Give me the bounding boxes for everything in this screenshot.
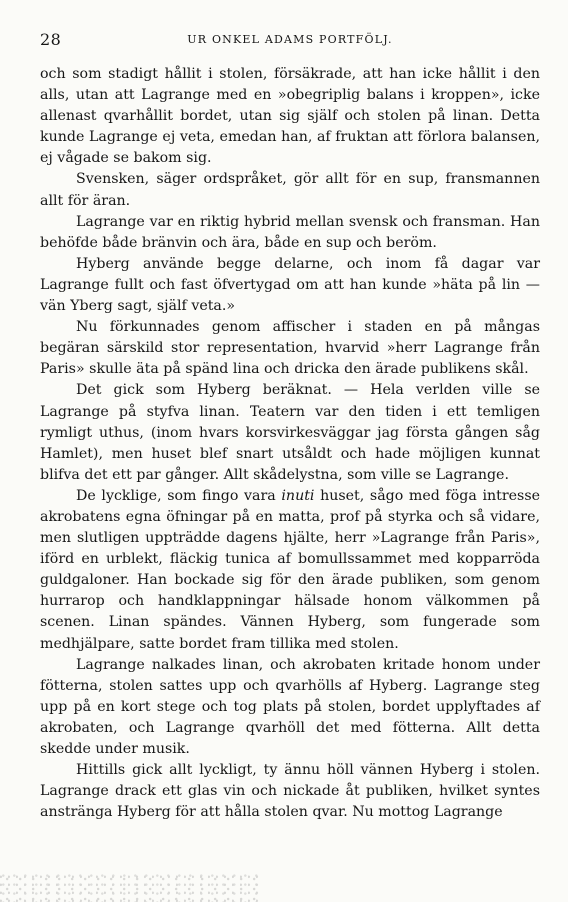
page-number: 28 [40,30,62,49]
paragraph: Hyberg använde begge delarne, och inom få dagar var Lagrange fullt och fast öfvertygad om att han kunde »häta på lin — vän Yberg sagt, själf veta.» [40,255,540,315]
paragraph: Lagrange var en riktig hybrid mellan svensk och fransman. Han behöfde både bränvin och ära, både en sup och beröm. [40,213,540,251]
paragraph: Hittills gick allt lyckligt, ty ännu höll vännen Hyberg i stolen. Lagrange drack ett glas vin och nickade åt publiken, hvilket syntes anstränga Hyberg för att hålla stolen qvar. Nu mottog Lagrange [40,762,540,821]
paragraph: Lagrange nalkades linan, och akrobaten kritade honom under fötterna, stolen sattes upp och qvarhölls af Hyberg. Lagrange steg upp på en kort stege och tog plats på stolen, bordet upplyftades af akrobaten, och Lagrange qvarhöll det med fötterna. Allt detta skedde under musik. [40,656,540,757]
running-title: UR ONKEL ADAMS PORTFÖLJ. [187,33,393,46]
paragraph: Svensken, säger ordspråket, gör allt för en sup, fransmannen allt för äran. [40,171,540,209]
paragraph-text: huset, sågo med föga intresse akrobatens egna öfningar på en matta, prof på styrka och så vidare, men slutligen uppträdde dagens hjälte, herr »Lagrange från Paris», iförd en urblekt, fläckig tunica af bomullssammet med kopparröda guldgaloner. Han bockade sig för den ärade publiken, som genom hurrarop och handklappningar hälsade honom välkommen på scenen. Linan spändes. Vännen Hyberg, som fungerade som medhjälpare, satte bordet fram tillika med stolen. [40,487,540,652]
italic-word: inuti [281,487,315,504]
paragraph: och som stadigt hållit i stolen, försäkrade, att han icke hållit i den alls, utan att Lagrange med en »obegriplig balans i kroppen», icke allenast qvarhållit bordet, utan sig själf och stolen på linan. Detta kunde Lagrange ej veta, emedan han, af fruktan att förlora balansen, ej vågade se bakom sig. [40,66,540,167]
body-text [40,64,540,823]
scan-artifact [0,872,260,902]
paragraph-text: De lycklige, som fingo vara [76,487,282,504]
page-header [40,30,540,50]
paragraph [40,486,540,655]
paragraph: Det gick som Hyberg beräknat. — Hela verlden ville se Lagrange på styfva linan. Teatern var den tiden i ett temligen rymligt uthus, (inom hvars korsvirkesväggar jag första gången såg Hamlet), men huset blef snart utsåldt och hade möjligen kunnat blifva det ett par gånger. Allt skådelystna, som ville se Lagrange. [40,382,540,483]
paragraph: Nu förkunnades genom affischer i staden en på mångas begäran särskild stor representation, hvarvid »herr Lagrange från Paris» skulle äta på spänd lina och dricka den ärade publikens skål. [40,319,540,378]
